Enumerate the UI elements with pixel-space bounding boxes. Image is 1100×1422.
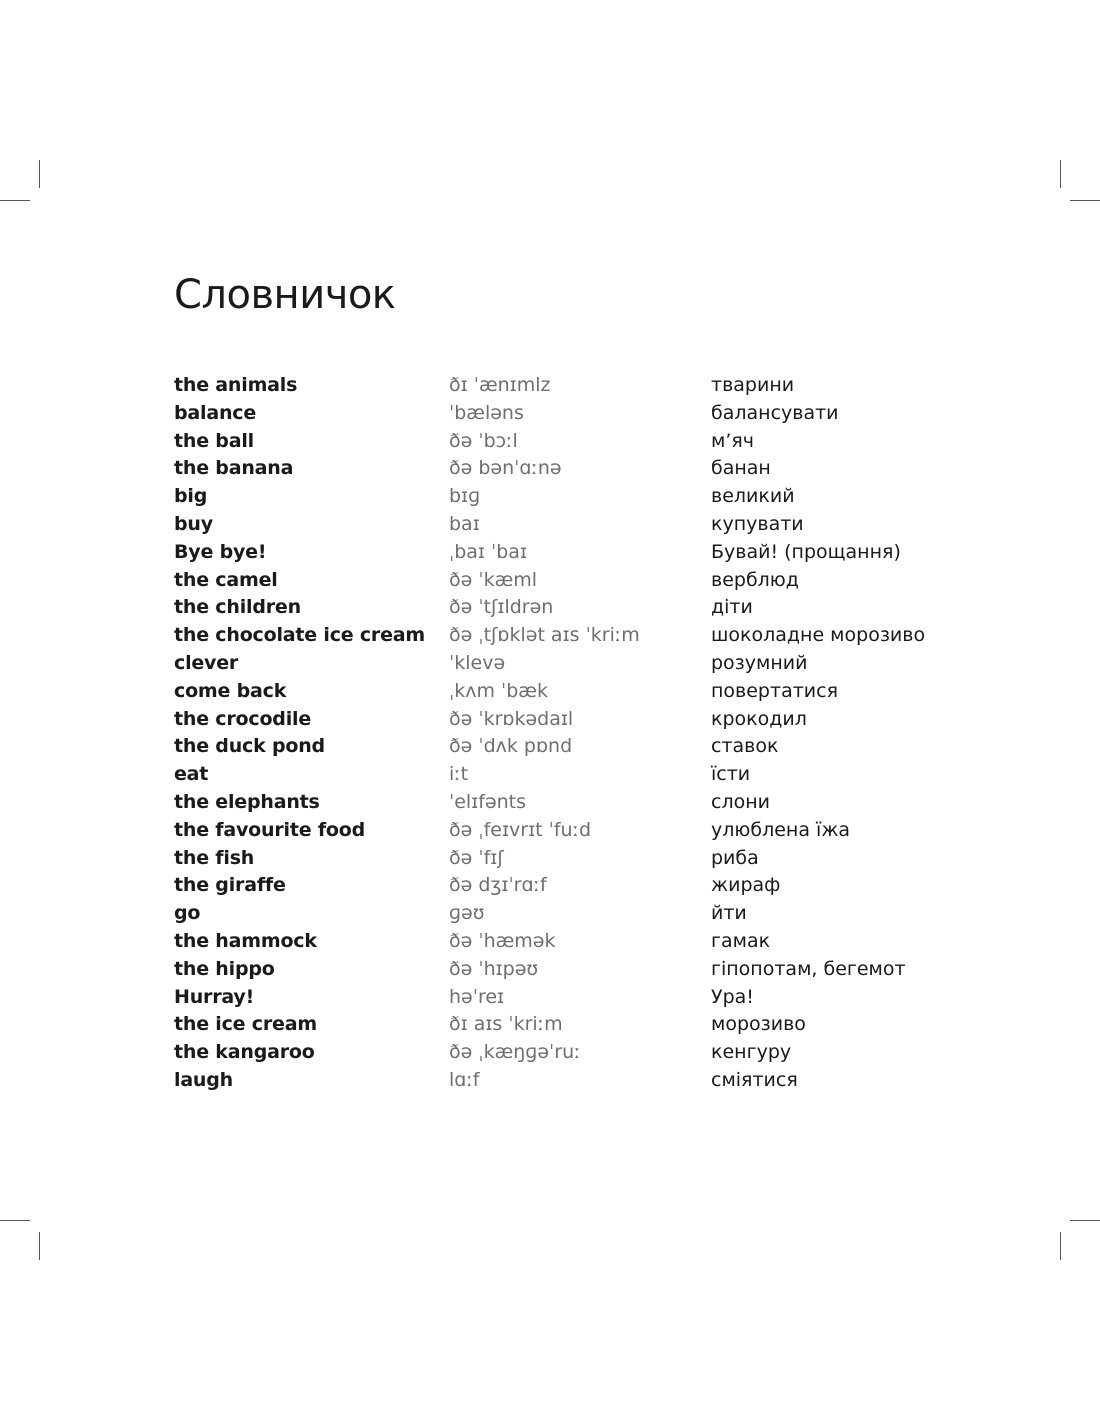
glossary-transcription: ðə ˈdʌk pɒnd [449, 735, 573, 758]
glossary-translation: кенгуру [711, 1041, 792, 1064]
glossary-transcription: ðə ˌkæŋɡəˈruː [449, 1041, 581, 1064]
crop-mark [0, 1220, 30, 1221]
glossary-row [174, 732, 964, 760]
glossary-word: eat [174, 763, 209, 786]
glossary-word: the hippo [174, 957, 275, 980]
glossary-word: the hammock [174, 929, 317, 952]
glossary-translation: гіпопотам, бегемот [711, 957, 906, 980]
glossary-translation: балансувати [711, 401, 839, 424]
glossary-translation: розумний [711, 651, 808, 674]
glossary-row [174, 899, 964, 927]
crop-mark [1060, 1232, 1061, 1260]
glossary-row [174, 454, 964, 482]
glossary-transcription: ðə ˌfeɪvrɪt ˈfuːd [449, 818, 592, 841]
glossary-row [174, 927, 964, 955]
glossary-translation: риба [711, 846, 759, 869]
glossary-translation: купувати [711, 512, 804, 535]
glossary-transcription: ðə ˈkæml [449, 568, 538, 591]
glossary-transcription: ðə ˈbɔːl [449, 429, 518, 452]
glossary-transcription: ðə ˈtʃɪldrən [449, 596, 554, 619]
glossary-translation: верблюд [711, 568, 799, 591]
glossary-transcription: ˈelɪfənts [449, 790, 527, 813]
glossary-translation: Бувай! (прощання) [711, 540, 901, 563]
glossary-row [174, 1038, 964, 1066]
glossary-translation: йти [711, 902, 747, 925]
crop-mark [1070, 1220, 1100, 1221]
glossary-word: the ice cream [174, 1013, 317, 1036]
glossary-word: the kangaroo [174, 1041, 315, 1064]
glossary-transcription: ˈklevə [449, 651, 506, 674]
glossary-translation: улюблена їжа [711, 818, 851, 841]
glossary-word: Bye bye! [174, 540, 267, 563]
glossary-word: the fish [174, 846, 255, 869]
glossary-row [174, 593, 964, 621]
glossary-row [174, 510, 964, 538]
glossary-row [174, 844, 964, 872]
glossary-transcription: ðɪ aɪs ˈkriːm [449, 1013, 563, 1036]
glossary-translation: великий [711, 485, 795, 508]
glossary-translation: ставок [711, 735, 779, 758]
glossary-row [174, 983, 964, 1011]
glossary-row [174, 788, 964, 816]
glossary-translation: морозиво [711, 1013, 806, 1036]
glossary-transcription: ˈbæləns [449, 401, 524, 424]
glossary-transcription: ðə bənˈɑːnə [449, 457, 562, 480]
crop-mark [39, 160, 40, 188]
glossary-transcription: ðə ˈkrɒkədaɪl [449, 707, 574, 730]
glossary-word: balance [174, 401, 257, 424]
glossary-translation: їсти [711, 763, 751, 786]
glossary-transcription: ðə ˌtʃɒklət aɪs ˈkriːm [449, 624, 640, 647]
glossary-translation: діти [711, 596, 753, 619]
glossary-word: the favourite food [174, 818, 366, 841]
glossary-word: laugh [174, 1068, 233, 1091]
glossary-row [174, 482, 964, 510]
glossary-list [174, 371, 964, 1094]
glossary-row [174, 399, 964, 427]
glossary-row [174, 705, 964, 733]
glossary-translation: Ура! [711, 985, 754, 1008]
glossary-word: clever [174, 651, 239, 674]
glossary-row [174, 621, 964, 649]
crop-mark [0, 200, 30, 201]
glossary-transcription: ðə ˈhɪpəʊ [449, 957, 539, 980]
glossary-translation: повертатися [711, 679, 838, 702]
glossary-transcription: ðə ˈfɪʃ [449, 846, 504, 869]
glossary-transcription: bɪɡ [449, 485, 481, 508]
glossary-word: the children [174, 596, 301, 619]
glossary-word: the chocolate ice cream [174, 624, 426, 647]
glossary-row [174, 566, 964, 594]
glossary-word: the giraffe [174, 874, 286, 897]
glossary-translation: крокодил [711, 707, 807, 730]
glossary-transcription: ɡəʊ [449, 902, 485, 925]
glossary-transcription: lɑːf [449, 1068, 480, 1091]
glossary-word: the crocodile [174, 707, 312, 730]
glossary-transcription: ðə ˈhæmək [449, 929, 556, 952]
glossary-row [174, 677, 964, 705]
glossary-word: the elephants [174, 790, 320, 813]
glossary-word: Hurray! [174, 985, 255, 1008]
glossary-word: buy [174, 512, 213, 535]
glossary-translation: банан [711, 457, 771, 480]
glossary-transcription: ˌkʌm ˈbæk [449, 679, 548, 702]
glossary-row [174, 816, 964, 844]
glossary-row [174, 427, 964, 455]
glossary-translation: жираф [711, 874, 781, 897]
glossary-word: the banana [174, 457, 294, 480]
glossary-row [174, 649, 964, 677]
glossary-row [174, 1066, 964, 1094]
glossary-row [174, 1010, 964, 1038]
crop-mark [1060, 160, 1061, 188]
glossary-translation: м’яч [711, 429, 755, 452]
glossary-word: come back [174, 679, 287, 702]
glossary-transcription: ðɪ ˈænɪmlz [449, 374, 551, 396]
page-title: Словничок [174, 272, 396, 318]
crop-mark [1070, 200, 1100, 201]
glossary-translation: шоколадне морозиво [711, 624, 926, 647]
glossary-word: the ball [174, 429, 254, 452]
glossary-transcription: ðə dʒɪˈrɑːf [449, 874, 547, 897]
glossary-word: the duck pond [174, 735, 325, 758]
glossary-translation: слони [711, 790, 770, 813]
glossary-row [174, 955, 964, 983]
glossary-word: the animals [174, 374, 298, 396]
glossary-row [174, 371, 964, 399]
crop-mark [39, 1232, 40, 1260]
glossary-transcription: iːt [449, 763, 469, 786]
glossary-word: the camel [174, 568, 278, 591]
glossary-word: big [174, 485, 208, 508]
glossary-translation: сміятися [711, 1068, 798, 1091]
glossary-row [174, 760, 964, 788]
glossary-word: go [174, 902, 201, 925]
glossary-transcription: həˈreɪ [449, 985, 505, 1008]
glossary-transcription: ˌbaɪ ˈbaɪ [449, 540, 528, 563]
glossary-row [174, 871, 964, 899]
glossary-row [174, 538, 964, 566]
glossary-transcription: baɪ [449, 512, 480, 535]
glossary-translation: тварини [711, 374, 795, 396]
glossary-translation: гамак [711, 929, 771, 952]
